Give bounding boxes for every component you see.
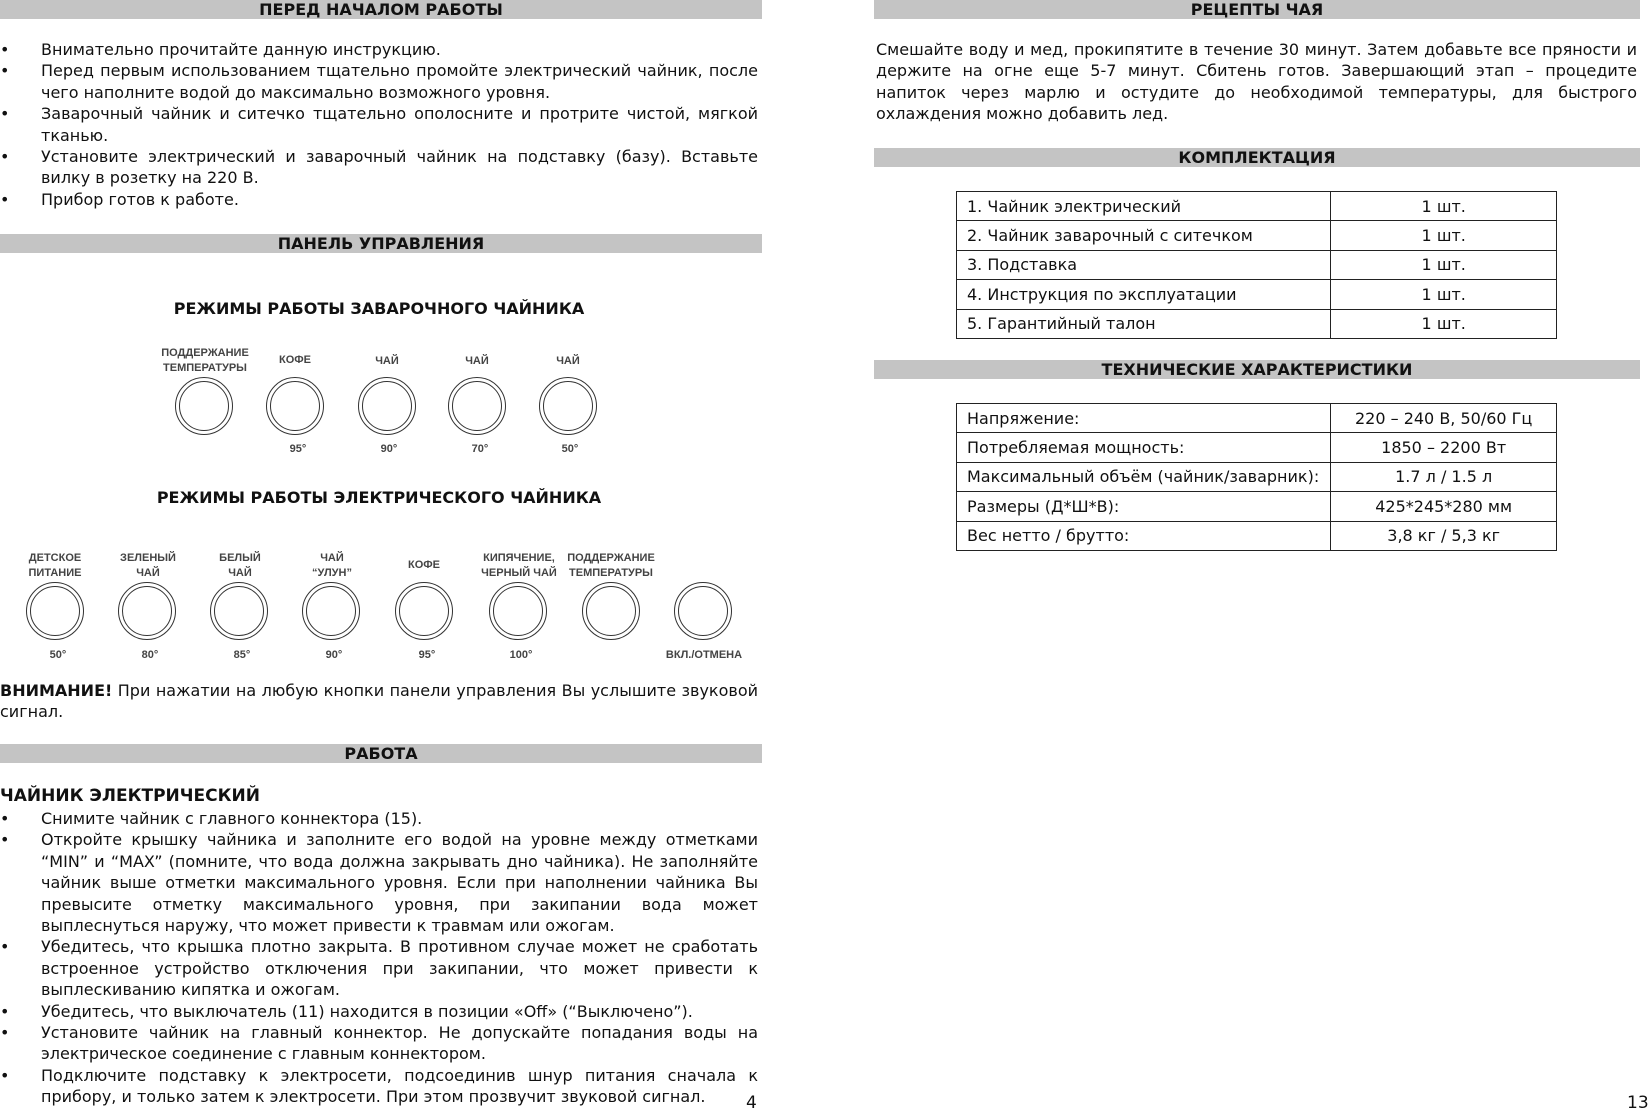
- boil-black-tea-button[interactable]: [489, 582, 547, 640]
- table-row: 3. Подставка 1 шт.: [957, 250, 1557, 279]
- white-tea-button[interactable]: [210, 582, 268, 640]
- table-row: Вес нетто / брутто: 3,8 кг / 5,3 кг: [957, 521, 1557, 550]
- keep-warm-button[interactable]: [175, 377, 233, 435]
- table-row: Напряжение: 220 – 240 В, 50/60 Гц: [957, 404, 1557, 433]
- warning-label: ВНИМАНИЕ!: [0, 681, 113, 700]
- before-work-header: ПЕРЕД НАЧАЛОМ РАБОТЫ: [0, 0, 762, 19]
- green-tea-button[interactable]: [118, 582, 176, 640]
- list-item: • Снимите чайник с главного коннектора (15).: [0, 809, 423, 828]
- list-item: • Прибор готов к работе.: [0, 189, 239, 209]
- list-item: • Убедитесь, что выключатель (11) находится в позиции «Off» (“Выключено”).: [0, 1001, 693, 1021]
- baby-food-button[interactable]: [26, 582, 84, 640]
- kit-table: [956, 191, 1557, 339]
- on-cancel-button[interactable]: [674, 582, 732, 640]
- work-list: [0, 808, 758, 1108]
- before-work-list: [0, 39, 758, 210]
- list-item: • Установите чайник на главный коннектор. Не допускайте попадания воды на электрическое соединение с главным коннектором.: [0, 1023, 758, 1064]
- tea-70-button[interactable]: [448, 377, 506, 435]
- kettle-coffee-button[interactable]: [395, 582, 453, 640]
- work-header: РАБОТА: [0, 744, 762, 763]
- table-row: Размеры (Д*Ш*В): 425*245*280 мм: [957, 492, 1557, 521]
- list-item: • Установите электрический и заварочный чайник на подставку (базу). Вставьте вилку в розетку на 220 В.: [0, 147, 758, 188]
- kettle-keep-warm-button[interactable]: [582, 582, 640, 640]
- coffee-button[interactable]: [266, 377, 324, 435]
- table-row: 5. Гарантийный талон 1 шт.: [957, 309, 1557, 338]
- list-item: • Перед первым использованием тщательно промойте электрический чайник, после чего наполните водой до максимально возможного уровня.: [0, 61, 758, 102]
- list-item: • Внимательно прочитайте данную инструкцию.: [0, 40, 441, 59]
- oolong-button[interactable]: [302, 582, 360, 640]
- control-panel-header: ПАНЕЛЬ УПРАВЛЕНИЯ: [0, 234, 762, 253]
- list-item: • Подключите подставку к электросети, подсоединив шнур питания сначала к прибору, и только затем к электросети. При этом прозвучит звуковой сигнал.: [0, 1065, 758, 1107]
- kettle-modes-title: РЕЖИМЫ РАБОТЫ ЭЛЕКТРИЧЕСКОГО ЧАЙНИКА: [156, 488, 602, 507]
- specs-table: [956, 403, 1557, 551]
- page-number: 4: [746, 1093, 757, 1113]
- page-number: 13: [1627, 1093, 1649, 1113]
- warning-paragraph: ВНИМАНИЕ! При нажатии на любую кнопки панели управления Вы услышите звуковой сигнал.: [0, 681, 758, 721]
- teapot-modes-title: РЕЖИМЫ РАБОТЫ ЗАВАРОЧНОГО ЧАЙНИКА: [173, 299, 585, 318]
- tea-50-button[interactable]: [539, 377, 597, 435]
- list-item: • Заварочный чайник и ситечко тщательно ополосните и протрите чистой, мягкой тканью.: [0, 104, 758, 145]
- tea-recipes-header: РЕЦЕПТЫ ЧАЯ: [874, 0, 1640, 19]
- list-item: • Откройте крышку чайника и заполните его водой на уровне между отметками “MIN” и “MAX” (помните, что вода должна закрывать дно чайника). Не заполняйте чайник выше отметки максимального уровня. Если при наполнении чайника Вы превысите отметку максимального уровня, при закипании вода может выплеснуться наружу, что может привести к травмам или ожогам.: [0, 830, 758, 936]
- list-item: • Убедитесь, что крышка плотно закрыта. В противном случае может не сработать встроенное устройство отключения при закипании, что может привести к выплескиванию кипятка и ожогам.: [0, 937, 758, 1000]
- kettle-control-panel: ДЕТСКОЕ ПИТАНИЕ 50° ЗЕЛЕНЫЙ ЧАЙ 80° БЕЛЫЙ ЧАЙ 85° ЧАЙ “УЛУН” 90° КОФЕ 95° КИПЯЧЕНИЕ, ЧЕРНЫЙ ЧАЙ 100° ПОДДЕРЖАНИЕ ТЕМПЕРАТУРЫ ВКЛ./ОТМЕНА: [0, 545, 762, 670]
- kit-header: КОМПЛЕКТАЦИЯ: [874, 148, 1640, 167]
- tea-90-button[interactable]: [358, 377, 416, 435]
- specs-header: ТЕХНИЧЕСКИЕ ХАРАКТЕРИСТИКИ: [874, 360, 1640, 379]
- table-row: 1. Чайник электрический 1 шт.: [957, 192, 1557, 221]
- table-row: 4. Инструкция по эксплуатации 1 шт.: [957, 280, 1557, 309]
- recipe-paragraph: Смешайте воду и мед, прокипятите в течение 30 минут. Затем добавьте все пряности и держите на огне еще 5-7 минут. Сбитень готов. Завершающий этап – процедите напиток через марлю и остудите до необходимой температуры, для быстрого охлаждения можно добавить лед.: [876, 40, 1637, 124]
- teapot-control-panel: ПОДДЕРЖАНИЕ ТЕМПЕРАТУРЫ КОФЕ 95° ЧАЙ 90° ЧАЙ 70° ЧАЙ 50°: [0, 340, 762, 460]
- table-row: Потребляемая мощность: 1850 – 2200 Вт: [957, 433, 1557, 462]
- electric-kettle-subtitle: ЧАЙНИК ЭЛЕКТРИЧЕСКИЙ: [0, 786, 260, 806]
- table-row: Максимальный объём (чайник/заварник): 1.7 л / 1.5 л: [957, 462, 1557, 491]
- table-row: 2. Чайник заварочный с ситечком 1 шт.: [957, 221, 1557, 250]
